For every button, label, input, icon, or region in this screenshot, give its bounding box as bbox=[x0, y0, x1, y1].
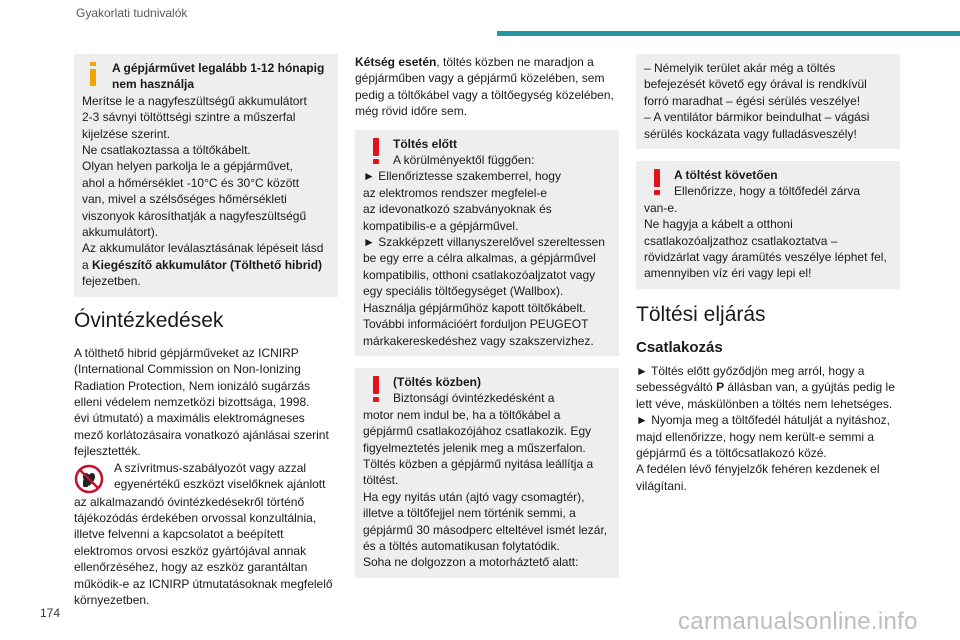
info-line: 2-3 sávnyi töltöttségi szintre a műszerfal bbox=[82, 110, 296, 125]
para-line: Radiation Protection, Nem ionizáló sugárzás bbox=[74, 378, 311, 393]
intro-line: pedig a töltőkábel vagy a töltőegység közelében, bbox=[355, 87, 614, 102]
warning-line: befejezését követő egy órával is rendkívül bbox=[644, 77, 867, 92]
warning-icon bbox=[654, 169, 662, 195]
warning-box-header bbox=[363, 374, 611, 407]
para-line bbox=[636, 379, 900, 395]
warning-line: Ha egy nyitás után (ajtó vagy csomagtér), bbox=[363, 489, 585, 504]
warning-line: További információért forduljon PEUGEOT bbox=[363, 317, 589, 332]
warning-line: Töltés közben a gépjármű nyitása leállítja a bbox=[363, 456, 594, 471]
warning-line: Használja gépjárműhöz kapott töltőkábelt. bbox=[363, 300, 586, 315]
para-line: évi útmutató) a maximális elektromágneses bbox=[74, 411, 305, 426]
para-line: mező korlátozásaira vonatkozó ajánlásai szerint bbox=[74, 427, 329, 442]
column-3 bbox=[636, 54, 900, 494]
warning-line: egy speciális töltőegységet (Wallbox). bbox=[363, 284, 564, 299]
ref-link-text: Kiegészítő akkumulátor (Tölthető hibrid) bbox=[92, 257, 323, 272]
warning-line: ► Szakképzett villanyszerelővel szereltessen bbox=[363, 235, 605, 250]
warning-box-while-charging bbox=[355, 368, 619, 578]
ref-prefix: a bbox=[82, 257, 93, 272]
warning-line: az idevonatkozó szabványoknak és bbox=[363, 202, 552, 217]
para-line: az alkalmazandó óvintézkedésekről történő bbox=[74, 494, 305, 509]
para-line: világítani. bbox=[636, 478, 687, 493]
warning-line: az elektromos rendszer megfelel-e bbox=[363, 185, 548, 200]
warning-line: gépjármű csatlakozójához csatlakozik. Egy bbox=[363, 424, 592, 439]
info-line: Ne csatlakoztassa a töltőkábelt. bbox=[82, 143, 251, 158]
pacemaker-notice bbox=[74, 460, 338, 494]
para-line: tájékozódás érdekében orvossal konzultálnia, bbox=[74, 510, 317, 525]
pacemaker-prohibited-icon bbox=[74, 464, 104, 494]
para-line: A tölthető hibrid gépjárműveket az ICNIRP bbox=[74, 345, 299, 360]
intro-rest: , töltés közben ne maradjon a bbox=[436, 55, 594, 69]
warning-line: illetve a töltőfejjel nem történik semmi, a bbox=[363, 506, 576, 521]
para-line: működik-e az ICNIRP útmutatásoknak megfelelő bbox=[74, 576, 333, 591]
watermark: carmanualsonline.info bbox=[678, 608, 918, 635]
column-2 bbox=[355, 54, 619, 590]
warning-line: márkakereskedéshez vagy szakszervizhez. bbox=[363, 333, 594, 348]
intro-bold: Kétség esetén bbox=[355, 55, 437, 69]
info-line: Merítse le a nagyfeszültségű akkumulátort bbox=[82, 93, 307, 108]
para-line: lett véve, máskülönben a töltés nem lehetséges. bbox=[636, 396, 893, 411]
para-line: fejlesztették. bbox=[74, 444, 141, 459]
info-line: akkumulátort). bbox=[82, 225, 159, 240]
para-line: elektromos orvosi eszköz gyártójával annak bbox=[74, 543, 307, 558]
para-line: (International Commission on Non-Ionizing bbox=[74, 362, 301, 377]
column-1 bbox=[74, 54, 338, 608]
warning-line: Soha ne dolgozzon a motorháztető alatt: bbox=[363, 555, 579, 570]
warning-line: rövidzárlat vagy áramütés veszélye léphet fel, bbox=[644, 250, 887, 265]
gear-position: P bbox=[716, 380, 725, 395]
warning-line: gépjármű 30 másodperc elteltével ismét lezár, bbox=[363, 522, 608, 537]
warning-box-header bbox=[644, 167, 892, 200]
warning-title: A töltést követően bbox=[674, 168, 778, 183]
warning-line: Ne hagyja a kábelt a otthoni bbox=[644, 217, 793, 232]
warning-line: forró maradhat – égési sérülés veszélye! bbox=[644, 93, 861, 108]
section-title: Gyakorlati tudnivalók bbox=[76, 6, 188, 20]
info-line: kijelzése szerint. bbox=[82, 126, 171, 141]
para-line: ► Töltés előtt győződjön meg arról, hogy a bbox=[636, 363, 865, 378]
warning-line: motor nem indul be, ha a töltőkábel a bbox=[363, 407, 561, 422]
warning-line: sérülés kockázata vagy fulladásveszély! bbox=[644, 126, 857, 141]
intro-line bbox=[355, 54, 619, 70]
warning-box-continued bbox=[636, 54, 900, 149]
info-line: Az akkumulátor leválasztásának lépéseit lásd bbox=[82, 241, 324, 256]
warning-line: figyelmeztetés jelenik meg a műszerfalon. bbox=[363, 440, 586, 455]
para-suffix: állásban van, a gyújtás pedig le bbox=[724, 380, 895, 395]
para-line: környezetben. bbox=[74, 592, 150, 607]
warning-icon bbox=[373, 376, 381, 402]
info-icon bbox=[90, 62, 96, 86]
heading-charging-procedure: Töltési eljárás bbox=[636, 302, 766, 326]
warning-line: be egy erre a célra alkalmas, a gépjárművel bbox=[363, 251, 596, 266]
info-line: Olyan helyen parkolja le a gépjárművet, bbox=[82, 159, 293, 174]
warning-title: (Töltés közben) bbox=[393, 374, 482, 389]
warning-line: kompatibilis-e a gépjárművel. bbox=[363, 218, 519, 233]
info-line: ahol a hőmérséklet -10°C és 30°C között bbox=[82, 175, 300, 190]
warning-title: Töltés előtt bbox=[393, 136, 458, 151]
warning-line: csatlakozóaljzathoz csatlakoztatva – bbox=[644, 233, 838, 248]
para-line: ellenőrzéséhez, hogy az eszköz garantáltan bbox=[74, 560, 308, 575]
subheading-connection: Csatlakozás bbox=[636, 338, 723, 356]
info-line: fejezetben. bbox=[82, 274, 141, 289]
warning-line: ► Ellenőriztesse szakemberrel, hogy bbox=[363, 169, 561, 184]
page-number: 174 bbox=[40, 606, 61, 620]
para-line: egyenértékű eszközt viselőknek ajánlott bbox=[114, 476, 326, 491]
para-line: elleni védelem nemzetközi bizottsága, 1998. bbox=[74, 394, 310, 409]
info-line-reference bbox=[82, 257, 330, 273]
warning-line: amennyiben víz éri vagy lepi el! bbox=[644, 266, 812, 281]
info-box-title: A gépjárművet legalább 1-12 hónapig nem használja bbox=[112, 61, 325, 92]
warning-line: – A ventilátor bármikor beindulhat – vágási bbox=[644, 110, 870, 125]
para-line: A fedélen lévő fényjelzők fehéren kezdenek el bbox=[636, 462, 880, 477]
warning-line: és a töltés automatikusan folytatódik. bbox=[363, 538, 560, 553]
para-line: A szívritmus-szabályozót vagy azzal bbox=[114, 460, 307, 475]
info-line: van, mivel a szélsőséges hőmérsékleti bbox=[82, 192, 287, 207]
para-line: gépjármű és a töltőcsatlakozó közé. bbox=[636, 445, 827, 460]
warning-first-line: A körülményektől függően: bbox=[393, 153, 535, 168]
warning-box-after-charging bbox=[636, 161, 900, 289]
intro-line: még rövid időre sem. bbox=[355, 104, 468, 119]
warning-first-line: Ellenőrizze, hogy a töltőfedél zárva bbox=[674, 184, 861, 199]
warning-line: töltést. bbox=[363, 473, 399, 488]
para-line: majd ellenőrizze, hogy nem került-e semmi a bbox=[636, 429, 875, 444]
warning-icon bbox=[373, 138, 381, 164]
warning-box-before-charging bbox=[355, 130, 619, 356]
warning-line: van-e. bbox=[644, 200, 678, 215]
header-accent-bar bbox=[497, 31, 960, 36]
para-prefix: sebességváltó bbox=[636, 380, 717, 395]
para-line: ► Nyomja meg a töltőfedél hátulját a nyitáshoz, bbox=[636, 413, 891, 428]
intro-line: gépjárműben vagy a gépjármű közelében, sem bbox=[355, 71, 605, 86]
para-line: illetve felvenni a kapcsolatot a beépített bbox=[74, 527, 284, 542]
heading-precautions: Óvintézkedések bbox=[74, 308, 224, 332]
warning-first-line: Biztonsági óvintézkedésként a bbox=[393, 391, 555, 406]
info-line: viszonyok károsíthatják a nagyfeszültségű bbox=[82, 208, 307, 223]
warning-box-header bbox=[363, 136, 611, 169]
warning-line: – Némelyik terület akár még a töltés bbox=[644, 61, 836, 75]
info-box-header bbox=[82, 60, 330, 93]
warning-line: kompatibilis, otthoni csatlakozóaljzatot vagy bbox=[363, 267, 596, 282]
info-box-storage bbox=[74, 54, 338, 297]
